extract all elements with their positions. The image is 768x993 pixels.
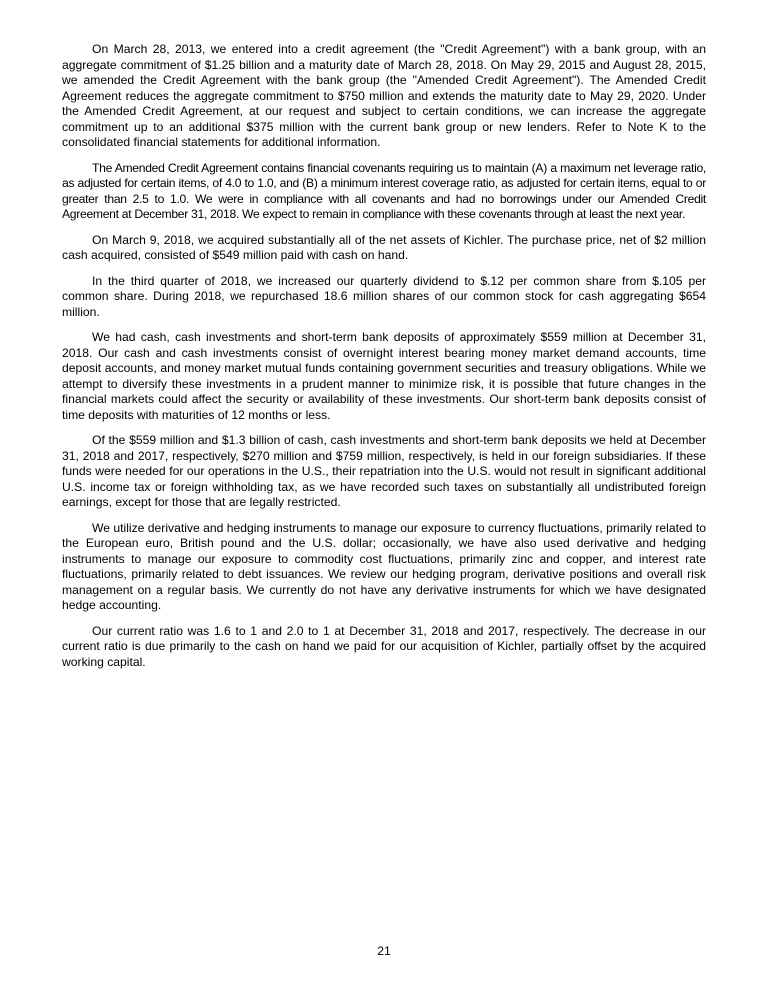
paragraph-foreign-subsidiaries: Of the $559 million and $1.3 billion of cash, cash investments and short-term bank deposits we held at December 31, 2018 and 2017, respectively, $270 million and $759 million, respectively, is held in our foreign subsidiaries. If these funds were needed for our operations in the U.S., their repatriation into the U.S. would not result in significant additional U.S. income tax or foreign withholding tax, as we have recorded such taxes on substantially all undistributed foreign earnings, except for those that are legally restricted. bbox=[62, 433, 706, 509]
paragraph-financial-covenants: The Amended Credit Agreement contains financial covenants requiring us to maintain (A) a maximum net leverage ratio, as adjusted for certain items, of 4.0 to 1.0, and (B) a minimum interest coverage ratio, as adjusted for certain items, equal to or greater than 2.5 to 1.0. We were in compliance with all covenants and had no borrowings under our Amended Credit Agreement at December 31, 2018. We expect to remain in compliance with these covenants through at least the next year. bbox=[62, 160, 706, 221]
paragraph-derivatives-hedging: We utilize derivative and hedging instruments to manage our exposure to currency fluctuations, primarily related to the European euro, British pound and the U.S. dollar; occasionally, we have also used derivative and hedging instruments to manage our exposure to commodity cost fluctuations, primarily zinc and copper, and interest rate fluctuations, primarily related to debt issuances. We review our hedging program, derivative positions and overall risk management on a regular basis. We currently do not have any derivative instruments for which we have designated hedge accounting. bbox=[62, 520, 706, 612]
document-body bbox=[62, 42, 706, 680]
page-number: 21 bbox=[377, 944, 391, 958]
paragraph-credit-agreement: On March 28, 2013, we entered into a credit agreement (the "Credit Agreement") with a bank group, with an aggregate commitment of $1.25 billion and a maturity date of March 28, 2018. On May 29, 2015 and August 28, 2015, we amended the Credit Agreement with the bank group (the "Amended Credit Agreement"). The Amended Credit Agreement reduces the aggregate commitment to $750 million and extends the maturity date to May 29, 2020. Under the Amended Credit Agreement, at our request and subject to certain conditions, we can increase the aggregate commitment up to an additional $375 million with the current bank group or new lenders. Refer to Note K to the consolidated financial statements for additional information. bbox=[62, 42, 706, 149]
paragraph-current-ratio: Our current ratio was 1.6 to 1 and 2.0 to 1 at December 31, 2018 and 2017, respectively. The decrease in our current ratio is due primarily to the cash on hand we paid for our acquisition of Kichler, partially offset by the acquired working capital. bbox=[62, 623, 706, 669]
paragraph-kichler-acquisition: On March 9, 2018, we acquired substantially all of the net assets of Kichler. The purchase price, net of $2 million cash acquired, consisted of $549 million paid with cash on hand. bbox=[62, 232, 706, 262]
paragraph-cash-investments: We had cash, cash investments and short-term bank deposits of approximately $559 million at December 31, 2018. Our cash and cash investments consist of overnight interest bearing money market demand accounts, time deposit accounts, and money market mutual funds containing government securities and treasury obligations. While we attempt to diversify these investments in a prudent manner to minimize risk, it is possible that future changes in the financial markets could affect the security or availability of these investments. Our short-term bank deposits consist of time deposits with maturities of 12 months or less. bbox=[62, 330, 706, 422]
paragraph-dividend-repurchase: In the third quarter of 2018, we increased our quarterly dividend to $.12 per common share from $.105 per common share. During 2018, we repurchased 18.6 million shares of our common stock for cash aggregating $654 million. bbox=[62, 273, 706, 319]
